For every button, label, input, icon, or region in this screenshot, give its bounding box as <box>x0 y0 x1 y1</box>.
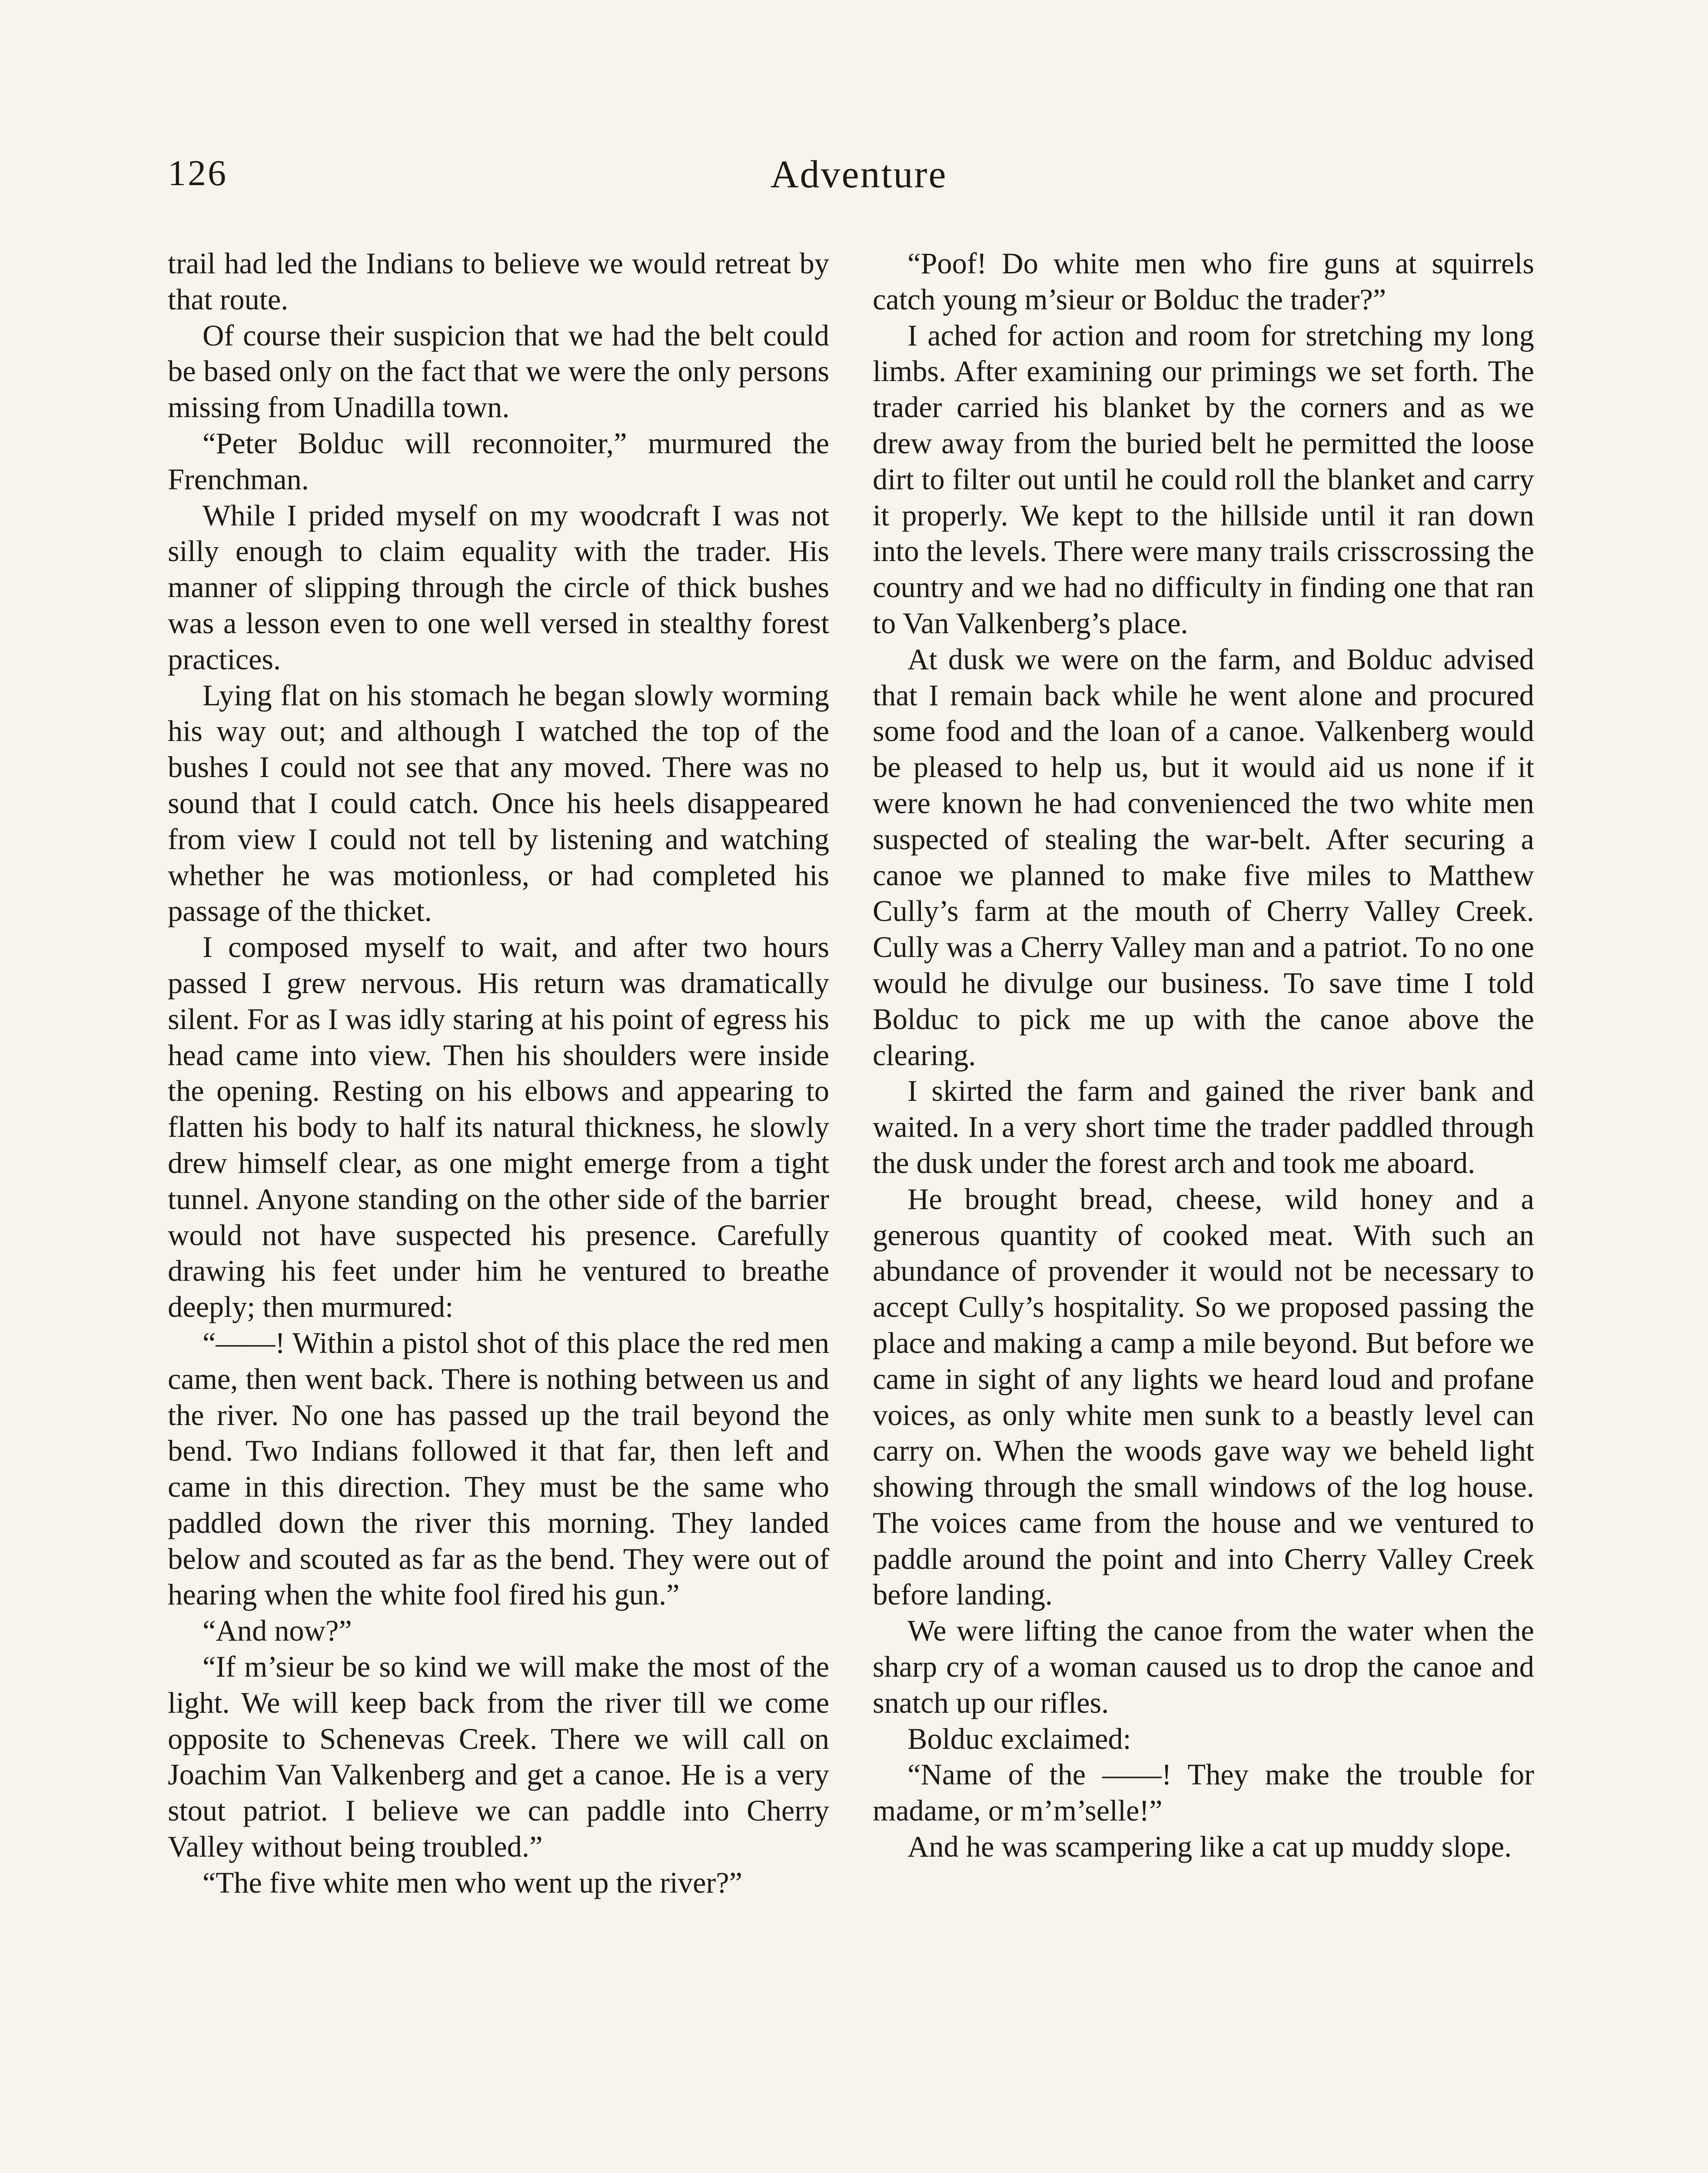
paragraph: At dusk we were on the farm, and Bolduc advised that I remain back while he went alone and procured some food and the loan of a canoe. Valkenberg would be pleased to help us, but it would aid us none if it were known he had convenienced the two white men suspected of stealing the war-belt. After securing a canoe we planned to make five miles to Matthew Cully’s farm at the mouth of Cherry Valley Creek. Cully was a Cherry Valley man and a patriot. To no one would he divulge our business. To save time I told Bolduc to pick me up with the canoe above the clearing. <box>873 642 1534 1072</box>
paragraph: I skirted the farm and gained the river bank and waited. In a very short time the trader paddled through the dusk under the forest arch and took me aboard. <box>873 1074 1534 1180</box>
paragraph: While I prided myself on my woodcraft I was not silly enough to claim equality with the trader. His manner of slipping through the circle of thick bushes was a lesson even to one well versed in stealthy forest practices. <box>168 498 829 676</box>
paragraph: “Poof! Do white men who fire guns at squirrels catch young m’sieur or Bolduc the trader?” <box>873 247 1534 316</box>
page-number: 126 <box>168 153 228 193</box>
paragraph: We were lifting the canoe from the water when the sharp cry of a woman caused us to drop the canoe and snatch up our rifles. <box>873 1614 1534 1719</box>
running-title: Adventure <box>770 153 947 196</box>
left-column <box>168 246 829 1901</box>
paragraph: Lying flat on his stomach he began slowly worming his way out; and although I watched the top of the bushes I could not see that any moved. There was no sound that I could catch. Once his heels disappeared from view I could not tell by listening and watching whether he was motionless, or had completed his passage of the thicket. <box>168 678 829 928</box>
paragraph: “If m’sieur be so kind we will make the most of the light. We will keep back from the river till we come opposite to Schenevas Creek. There we will call on Joachim Van Valkenberg and get a canoe. He is a very stout patriot. I believe we can paddle into Cherry Valley without being troubled.” <box>168 1650 829 1864</box>
paragraph: Bolduc exclaimed: <box>907 1722 1131 1755</box>
paragraph: “Peter Bolduc will reconnoiter,” murmured the Frenchman. <box>168 426 829 496</box>
paragraph: “The five white men who went up the river?” <box>203 1866 742 1899</box>
paragraph: I ached for action and room for stretching my long limbs. After examining our primings we set forth. The trader carried his blanket by the corners and as we drew away from the buried belt he permitted the loose dirt to filter out until he could roll the blanket and carry it properly. We kept to the hillside until it ran down into the levels. There were many trails crisscrossing the country and we had no difficulty in finding one that ran to Van Valkenberg’s place. <box>873 319 1534 640</box>
paragraph: And he was scampering like a cat up muddy slope. <box>907 1830 1512 1864</box>
paragraph: “——! Within a pistol shot of this place the red men came, then went back. There is nothing between us and the river. No one has passed up the trail beyond the bend. Two Indians followed it that far, then left and came in this direction. They must be the same who paddled down the river this morning. They landed below and scouted as far as the bend. They were out of hearing when the white fool fired his gun.” <box>168 1326 829 1611</box>
paragraph: “Name of the ——! They make the trouble for madame, or m’m’selle!” <box>873 1758 1534 1827</box>
paragraph: “And now?” <box>203 1614 352 1648</box>
paragraph: trail had led the Indians to believe we would retreat by that route. <box>168 247 829 316</box>
running-header <box>168 152 1550 213</box>
right-column <box>873 246 1534 1865</box>
paragraph: Of course their suspicion that we had the belt could be based only on the fact that we were the only persons missing from Unadilla town. <box>168 319 829 424</box>
paragraph: I composed myself to wait, and after two hours passed I grew nervous. His return was dramatically silent. For as I was idly staring at his point of egress his head came into view. Then his shoulders were inside the opening. Resting on his elbows and appearing to flatten his body to half its natural thickness, he slowly drew himself clear, as one might emerge from a tight tunnel. Anyone standing on the other side of the barrier would not have suspected his presence. Carefully drawing his feet under him he ventured to breathe deeply; then murmured: <box>168 930 829 1324</box>
paragraph: He brought bread, cheese, wild honey and a generous quantity of cooked meat. With such an abundance of provender it would not be necessary to accept Cully’s hospitality. So we proposed passing the place and making a camp a mile beyond. But before we came in sight of any lights we heard loud and profane voices, as only white men sunk to a beastly level can carry on. When the woods gave way we beheld light showing through the small windows of the log house. The voices came from the house and we ventured to paddle around the point and into Cherry Valley Creek before landing. <box>873 1182 1534 1611</box>
